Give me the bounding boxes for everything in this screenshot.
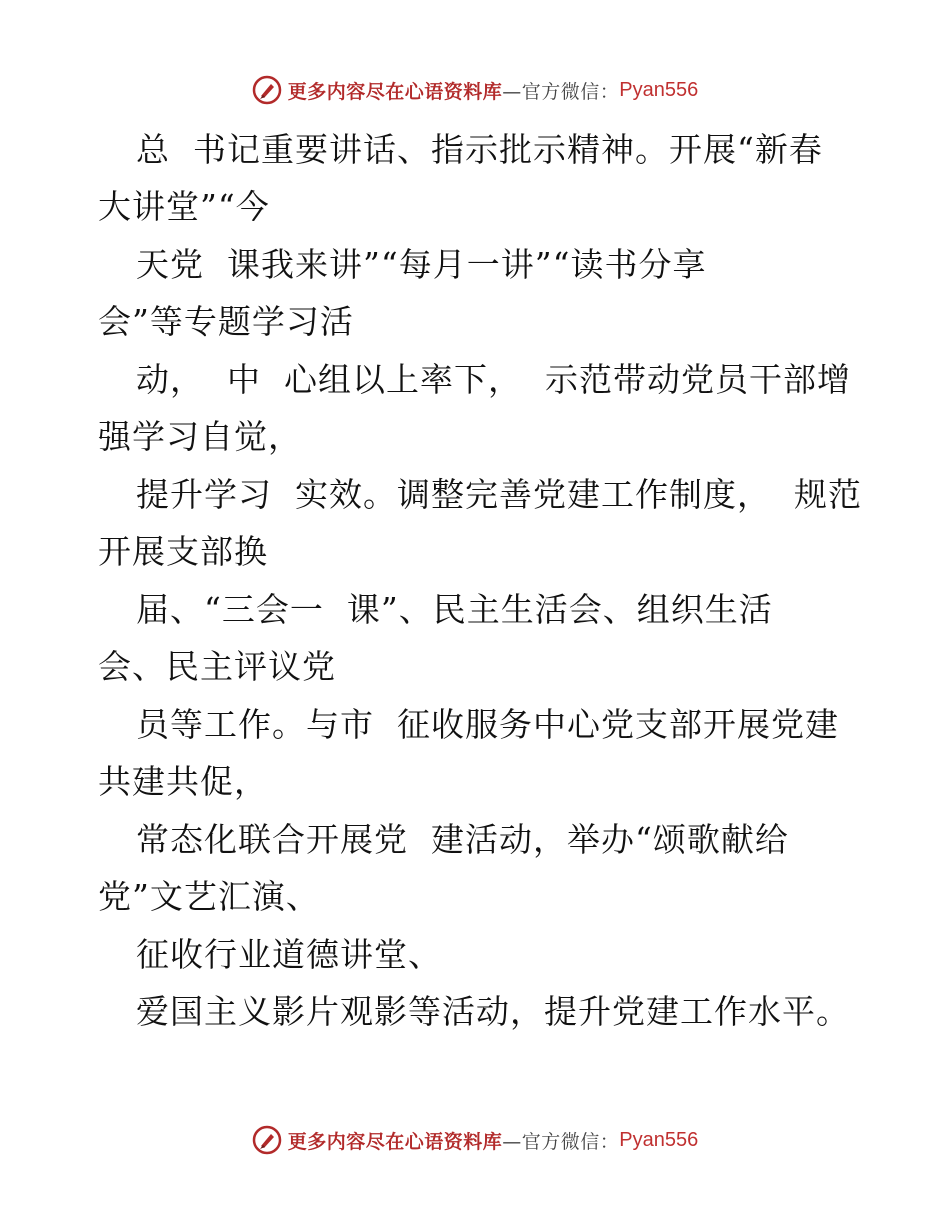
wechat-id: Pyan556 <box>619 78 699 101</box>
body-line: 总 书记重要讲话、指示批示精神。开展“新春 <box>136 130 823 169</box>
body-line: 强学习自觉， <box>98 417 302 456</box>
body-line: 征收行业道德讲堂、 <box>136 935 442 974</box>
wechat-label: —官方微信： <box>502 1130 620 1153</box>
body-line: 提升学习 实效。调整完善党建工作制度， 规范 <box>136 475 862 514</box>
footer-banner <box>0 1120 950 1160</box>
body-line: 员等工作。与市 征收服务中心党支部开展党建 <box>136 705 839 744</box>
body-line: 动， 中 心组以上率下， 示范带动党员干部增 <box>136 360 851 399</box>
body-line: 天党 课我来讲”“每月一讲”“读书分享 <box>136 245 707 284</box>
site-name: 更多内容尽在心语资料库 <box>287 1130 503 1153</box>
pen-nib-logo-icon <box>252 75 282 105</box>
body-line: 会”等专题学习活 <box>98 302 354 341</box>
body-line: 共建共促， <box>98 762 268 801</box>
body-line: 会、民主评议党 <box>98 647 336 686</box>
body-line: 开展支部换 <box>98 532 268 571</box>
body-line: 大讲堂”“今 <box>98 187 270 226</box>
wechat-label: —官方微信： <box>502 80 620 103</box>
body-line: 常态化联合开展党 建活动，举办“颂歌献给 <box>136 820 789 859</box>
body-line: 党”文艺汇演、 <box>98 877 320 916</box>
wechat-id: Pyan556 <box>619 1128 699 1151</box>
header-banner <box>0 70 950 110</box>
pen-nib-logo-icon <box>252 1125 282 1155</box>
body-line: 爱国主义影片观影等活动，提升党建工作水平。 <box>136 992 850 1031</box>
body-line: 届、“三会一 课”、民主生活会、组织生活 <box>136 590 773 629</box>
site-name: 更多内容尽在心语资料库 <box>287 80 503 103</box>
